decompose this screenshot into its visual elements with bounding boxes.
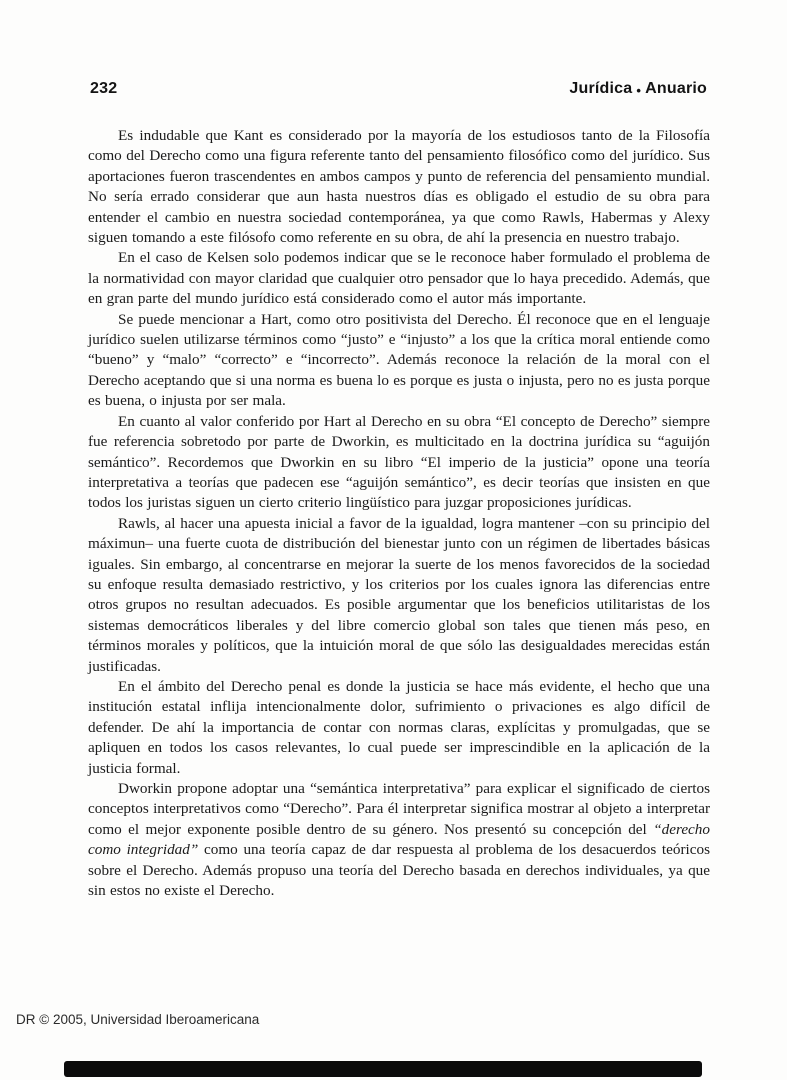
footer-copyright: DR © 2005, Universidad Iberoamericana — [16, 1012, 260, 1027]
paragraph-dworkin-semantica — [88, 779, 710, 901]
italic-phrase: “derecho como integridad” — [88, 820, 710, 859]
journal-header — [569, 80, 707, 98]
page-number: 232 — [90, 80, 118, 97]
scan-artifact-bar — [64, 1061, 702, 1077]
paragraph-text-run: como una teoría capaz de dar respuesta al problema de los desacuerdos teóricos sobre el Derecho. Además propuso una teoría del Derecho basada en derechos individuales, ya que sin estos no existe el Derecho. — [88, 841, 711, 900]
section-name: Anuario — [645, 80, 707, 97]
article-body — [88, 126, 710, 901]
page-header — [90, 80, 707, 98]
paragraph-rawls: Rawls, al hacer una apuesta inicial a favor de la igualdad, logra mantener –con su principio del máximun– una fuerte cuota de distribución del bienestar junto con un régimen de libertades básicas iguales. Sin embargo, al concentrarse en mejorar la suerte de los menos favorecidos de la sociedad su enfoque resulta demasiado restrictivo, y los criterios por los cuales ignora las diferencias entre otros grupos no resultan adecuados. Es posible argumentar que los beneficios utilitaristas de los sistemas democráticos liberales y del libre comercio global son tales que tienen más peso, en términos morales y políticos, que la intuición moral de que sólo las desigualdades merecidas están justificadas. — [88, 514, 710, 675]
paragraph-kant: Es indudable que Kant es considerado por la mayoría de los estudiosos tanto de la Filosofía como del Derecho como una figura referente tanto del pensamiento filosófico como del jurídico. Sus aportaciones fueron trascendentes en ambos campos y punto de referencia del pensamiento mundial. No sería errado considerar que aun hasta nuestros días es obligado el estudio de su obra para entender el cambio en nuestra sociedad contemporánea, ya que como Rawls, Habermas y Alexy siguen tomando a este filósofo como referente en su obra, de ahí la presencia en nuestro trabajo. — [88, 127, 710, 247]
journal-name: Jurídica — [569, 80, 633, 97]
paragraph-kelsen: En el caso de Kelsen solo podemos indicar que se le reconoce haber formulado el problema de la normatividad con mayor claridad que cualquier otro pensador que lo haya precedido. Además, que en gran parte del mundo jurídico está considerado como el autor más importante. — [88, 249, 710, 308]
paragraph-derecho-penal: En el ámbito del Derecho penal es donde la justicia se hace más evidente, el hecho que una institución estatal inflija intencionalmente dolor, sufrimiento o privaciones es algo difícil de defender. De ahí la importancia de contar con normas claras, explícitas y promulgadas, que se apliquen en todos los casos relevantes, lo cual puede ser imprescindible en la aplicación de la justicia formal. — [88, 677, 710, 777]
paragraph-text-run: Dworkin propone adoptar una “semántica interpretativa” para explicar el significado de ciertos conceptos interpretativos como “Derecho”. Para él interpretar significa mostrar al objeto a interpretar como el mejor exponente posible dentro de su género. Nos presentó su concepción del — [88, 780, 710, 838]
bullet-separator-icon: • — [636, 82, 642, 98]
paragraph-hart-positivista: Se puede mencionar a Hart, como otro positivista del Derecho. Él reconoce que en el lenguaje jurídico suelen utilizarse términos como “justo” e “injusto” a los que la crítica moral entiende como “bueno” y “malo” “correcto” e “incorrecto”. Además reconoce la relación de la moral con el Derecho aceptando que si una norma es buena lo es porque es justa o injusta, pero no es justa porque es buena, o injusta por ser mala. — [88, 310, 710, 410]
paragraph-hart-dworkin: En cuanto al valor conferido por Hart al Derecho en su obra “El concepto de Derecho” siempre fue referencia sobretodo por parte de Dworkin, es multicitado en la doctrina jurídica su “aguijón semántico”. Recordemos que Dworkin en su libro “El imperio de la justicia” opone una teoría interpretativa a teorías que padecen ese “aguijón semántico”, es decir teorías que insisten en que todos los juristas siguen un cierto criterio lingüístico para juzgar proposiciones jurídicas. — [88, 412, 710, 512]
